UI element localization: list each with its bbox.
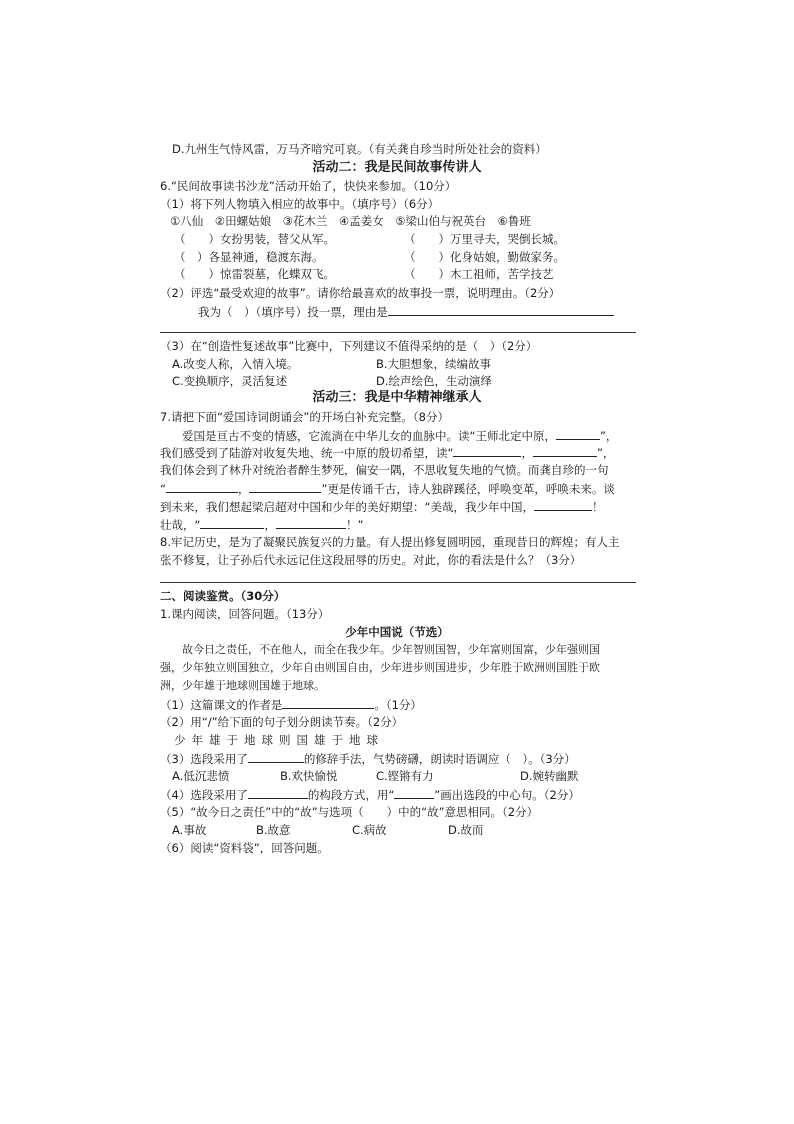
poem-blank-1 (556, 427, 600, 440)
q7-text-1-end: ”， (599, 429, 618, 443)
q6-part1: （1）将下列人物填入相应的故事中。（填序号）（6分） (160, 197, 440, 211)
q6-part3: （3）在“创造性复述故事”比赛中，下列建议不值得采纳的是（ ）（2分） (160, 339, 538, 353)
q7-para-line-1 (182, 427, 617, 444)
q7-text-5-end: ！ (591, 500, 604, 514)
sub-q1 (160, 696, 422, 713)
match-row-1-right: （ ）万里寻夫，哭倒长城。 (404, 232, 565, 246)
poem-blank-3 (533, 444, 597, 457)
sub-q5-option-a: A.事故 (172, 823, 207, 837)
vote-text: 我为（ ）（填序号）投一票，理由是 (198, 305, 388, 319)
poem-blank-7 (200, 516, 264, 529)
q7-para-line-5 (160, 498, 603, 515)
poem-blank-8 (276, 516, 346, 529)
part2-heading: 二、阅读鉴赏。（30分） (160, 589, 286, 603)
vote-line (198, 303, 614, 320)
sub-q3-option-a: A.低沉悲愤 (172, 769, 230, 783)
sub-q3-text: （3）选段采用了 (160, 752, 248, 766)
sub-q4-mid: 的构段方式，用“ (307, 788, 395, 802)
q8-line-2: 张不修复，让子孙后代永远记住这段屈辱的历史。对此，你的看法是什么？（3分） (160, 553, 582, 567)
rhetoric-blank (248, 750, 304, 763)
sub-q6: （6）阅读“资料袋”，回答问题。 (160, 841, 329, 855)
q7-text-2-end: ”， (596, 446, 615, 460)
match-row-2-right: （ ）化身姑娘，勤做家务。 (404, 250, 565, 264)
match-row-2-left: （ ）各显神通，稳渡东海。 (174, 250, 324, 264)
passage-line-2: 强，少年独立则国独立，少年自由则国自由，少年进步则国进步，少年胜于欧洲则国胜于欧 (160, 661, 600, 674)
sub-q1-text: （1）这篇课文的作者是 (160, 698, 283, 712)
poem-blank-2 (453, 444, 521, 457)
sub-q1-end: 。（1分） (374, 698, 422, 712)
sub-q5: （5）“故今日之责任”中的“故”与选项（ ）中的“故”意思相同。（2分） (160, 805, 539, 819)
q7-para-line-6 (160, 516, 363, 533)
q7-text-6-mid: ， (264, 518, 276, 532)
q6-options: ①八仙 ②田螺姑娘 ③花木兰 ④孟姜女 ⑤梁山伯与祝英台 ⑥鲁班 (170, 214, 531, 228)
passage-line-1: 故今日之责任，不在他人，而全在我少年。少年智则国智，少年富则国富，少年强则国 (182, 643, 600, 656)
q7-text-2-mid: ， (521, 446, 533, 460)
sub-q3-option-b: B.欢快愉悦 (280, 769, 338, 783)
q7-text-6-end: ！” (345, 518, 364, 532)
q7-text-1: 爱国是亘古不变的情感，它流淌在中华儿女的血脉中。读“王师北定中原， (182, 429, 556, 443)
q7-para-line-3: 我们体会到了林升对统治者醉生梦死，偏安一隅，不思收复失地的气愤。而龚自珍的一句 (160, 463, 609, 477)
sub-q2: （2）用“/”给下面的句子划分朗读节奏。（2分） (160, 715, 404, 729)
poem-blank-6 (534, 498, 592, 511)
q7-prompt: 7.请把下面“爱国诗词朗诵会”的开场白补充完整。（8分） (160, 410, 449, 424)
q7-text-2: 我们感受到了陆游对收复失地、统一中原的殷切希望，读“ (160, 446, 454, 460)
sub-q5-option-d: D.故而 (448, 823, 484, 837)
answer-rule-2 (160, 582, 636, 583)
q7-text-4-rest: ”更是传诵千古，诗人独辟蹊径，呼唤变革，呼唤未来。谈 (321, 482, 615, 496)
q7-para-line-2 (160, 444, 614, 461)
poem-blank-5 (249, 480, 321, 493)
match-row-3-left: （ ）惊雷裂墓，化蝶双飞。 (174, 267, 335, 281)
reason-blank (388, 303, 614, 316)
sub-q5-option-b: B.故意 (256, 823, 291, 837)
sub-q4-end: ”画出选段的中心句。（2分） (434, 788, 580, 802)
q6-3-option-a: A.改变人称，入情入境。 (172, 357, 299, 371)
sub-q4-text: （4）选段采用了 (160, 788, 248, 802)
q6-3-option-b: B.大胆想象，续编故事 (376, 357, 492, 371)
activity3-title: 活动三：我是中华精神继承人 (312, 390, 482, 405)
sub-q3-option-d: D.婉转幽默 (520, 769, 579, 783)
part2-q1: 1.课内阅读，回答问题。（13分） (160, 607, 330, 621)
structure-blank (248, 786, 308, 799)
option-d-line: D.九州生气恃风雷，万马齐喑究可哀。（有关龚自珍当时所处社会的资料） (172, 142, 547, 156)
match-row-3-right: （ ）木工祖师，苦学技艺 (404, 267, 554, 281)
sub-q3 (160, 750, 576, 767)
sub-q3-end: 的修辞手法，气势磅礴，朗读时语调应（ ）。（3分） (303, 752, 576, 766)
q6-3-option-c: C.变换顺序，灵活复述 (172, 374, 288, 388)
sub-q4 (160, 786, 580, 803)
q7-text-4-open: “ (160, 482, 166, 496)
activity2-title: 活动二：我是民间故事传讲人 (312, 160, 482, 175)
passage-line-3: 洲，少年雄于地球则国雄于地球。 (160, 679, 325, 692)
q7-text-6-start: 壮哉，“ (160, 518, 201, 532)
q7-text-4-mid: ， (237, 482, 250, 496)
q6-prompt: 6.“民间故事读书沙龙”活动开始了，快快来参加。（10分） (160, 179, 457, 193)
sub-q5-option-c: C.病故 (352, 823, 387, 837)
author-blank (282, 696, 374, 709)
q6-3-option-d: D.绘声绘色，生动演绎 (376, 374, 493, 388)
q7-para-line-4 (160, 480, 615, 497)
q8-line-1: 8.牢记历史，是为了凝聚民族复兴的力量。有人提出修复圆明园，重现昔日的辉煌；有人主 (160, 535, 620, 549)
q6-part2: （2）评选“最受欢迎的故事”。请你给最喜欢的故事投一票，说明理由。（2分） (160, 286, 561, 300)
answer-rule-1 (160, 332, 636, 333)
underline-sample (394, 786, 434, 799)
rhythm-sentence: 少年雄于地球则国雄于地球 (174, 733, 384, 747)
sub-q3-option-c: C.铿锵有力 (376, 769, 434, 783)
poem-blank-4 (166, 480, 238, 493)
passage-title: 少年中国说（节选） (345, 625, 449, 639)
q7-text-5: 到未来，我们想起梁启超对中国和少年的美好期望：“美哉，我少年中国， (160, 500, 534, 514)
match-row-1-left: （ ）女扮男装，替父从军。 (174, 232, 335, 246)
